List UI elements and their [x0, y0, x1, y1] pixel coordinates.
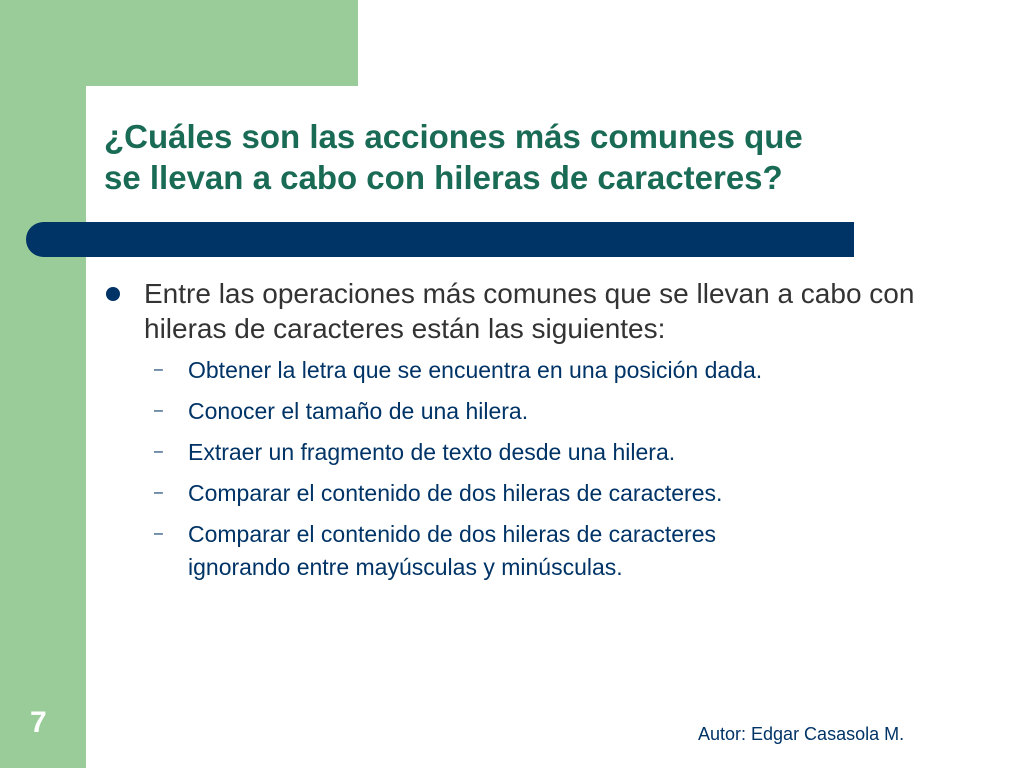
top-green-band — [86, 0, 358, 86]
sub-bullet-text: Conocer el tamaño de una hilera. — [188, 398, 529, 424]
dash-icon: – — [154, 402, 163, 419]
sub-bullet-item — [104, 393, 984, 429]
main-bullet-text: Entre las operaciones más comunes que se llevan a cabo con hileras de caracteres están las siguientes: — [144, 278, 915, 344]
bullet-dot-icon — [106, 287, 120, 301]
sub-bullet-text: Comparar el contenido de dos hileras de caracteres — [188, 521, 717, 547]
main-bullet — [104, 276, 984, 346]
slide-title — [104, 116, 984, 198]
slide-content — [104, 276, 984, 588]
sub-bullet-item — [104, 516, 984, 583]
dash-icon: – — [154, 525, 163, 542]
sub-bullet-item — [104, 434, 984, 470]
slide-number: 7 — [30, 706, 47, 739]
sub-bullet-text-continuation: ignorando entre mayúsculas y minúsculas. — [188, 554, 623, 580]
title-underline-bar — [26, 222, 854, 257]
sub-bullet-list — [104, 352, 984, 583]
sub-bullet-text: Extraer un fragmento de texto desde una hilera. — [188, 439, 676, 465]
left-green-band — [0, 0, 86, 768]
sub-bullet-text: Comparar el contenido de dos hileras de caracteres. — [188, 480, 723, 506]
title-line-1: ¿Cuáles son las acciones más comunes que — [104, 118, 803, 155]
sub-bullet-item — [104, 352, 984, 388]
sub-bullet-item — [104, 475, 984, 511]
dash-icon: – — [154, 484, 163, 501]
dash-icon: – — [154, 443, 163, 460]
sub-bullet-text: Obtener la letra que se encuentra en una posición dada. — [188, 357, 763, 383]
title-line-2: se llevan a cabo con hileras de caracteres? — [104, 159, 783, 196]
dash-icon: – — [154, 361, 163, 378]
author-footer: Autor: Edgar Casasola M. — [698, 724, 905, 744]
